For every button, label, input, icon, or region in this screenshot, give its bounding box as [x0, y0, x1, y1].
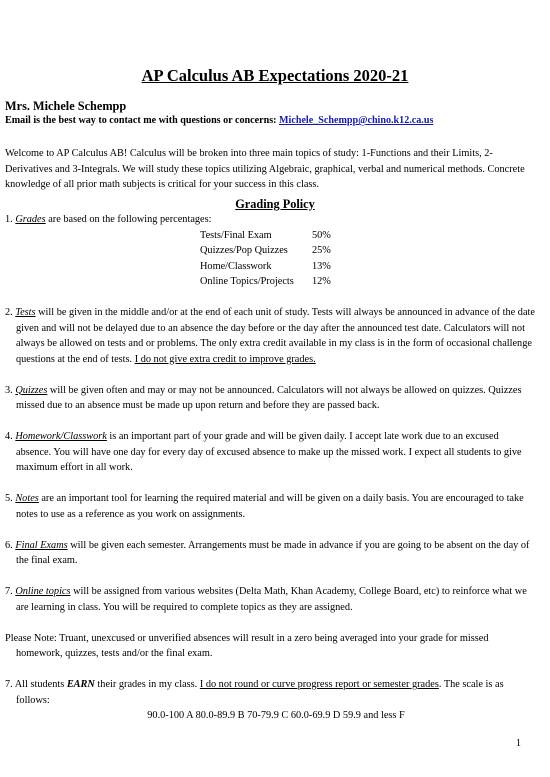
policy-item-notes: 5. Notes are an important tool for learning the required material and will be given on a daily basis. You are encouraged to take notes to use as a reference as you work on assignments.: [5, 493, 524, 520]
keyword-final-exams: Final Exams: [15, 539, 68, 551]
keyword-homework: Homework/Classwork: [15, 431, 107, 442]
table-row: [200, 259, 331, 275]
contact-text: Email is the best way to contact me with questions or concerns:: [5, 115, 280, 126]
weight-percent: 25%: [312, 245, 331, 256]
policy-item-earn: 7. All students EARN their grades in my class. I do not round or curve progress report or semester grades. The scale is as follows:: [5, 679, 504, 706]
weight-category: Tests/Final Exam: [200, 229, 272, 241]
section-heading-grading-policy: Grading Policy: [235, 197, 315, 211]
contact-line: [5, 113, 433, 128]
please-note-paragraph: Please Note: Truant, unexcused or unverified absences will result in a zero being averaged into your grade for missed homework, quizzes, tests and/or the final exam.: [5, 632, 489, 659]
policy-item-tests: 2. Tests will be given in the middle and/or at the end of each unit of study. Tests will always be announced in advance of the date given and will not be delayed due to an absence the day before or the day after the announced test date. Calculators will not always be allowed on tests and or problems. The only extra credit available in my class is in the form of occasional challenge questions at the end of tests. I do not give extra credit to improve grades.: [5, 307, 535, 365]
keyword-notes: Notes: [15, 493, 39, 504]
keyword-online-topics: Online topics: [15, 586, 71, 597]
document-title: AP Calculus AB Expectations 2020-21: [141, 66, 409, 85]
table-row: [200, 243, 331, 259]
keyword-tests: Tests: [15, 307, 36, 318]
weight-percent: 13%: [312, 260, 331, 272]
no-extra-credit-note: I do not give extra credit to improve grades.: [134, 353, 316, 365]
policy-list: [5, 212, 536, 724]
keyword-earn: EARN: [66, 679, 95, 690]
email-link[interactable]: Michele_Schempp@chino.k12.ca.us: [279, 115, 434, 126]
no-rounding-note: I do not round or curve progress report or semester grades: [199, 679, 439, 690]
weight-percent: 50%: [312, 229, 331, 241]
weight-category: Online Topics/Projects: [200, 276, 294, 287]
weight-category: Quizzes/Pop Quizzes: [200, 245, 288, 256]
policy-item-final-exams: 6. Final Exams will be given each semester. Arrangements must be made in advance if you are going to be absent on the day of the final exam.: [5, 539, 530, 566]
welcome-paragraph: Welcome to AP Calculus AB! Calculus will be broken into three main topics of study: 1-Functions and their Limits, 2-Derivatives and 3-Integrals. We will study these topics utilizing Algebraic, graphical, verbal and numerical methods. Concrete knowledge of all prior math subjects is critical for your success in this class.: [5, 148, 525, 190]
grading-scale: 90.0-100 A 80.0-89.9 B 70-79.9 C 60.0-69.9 D 59.9 and less F: [147, 710, 405, 721]
teacher-name: Mrs. Michele Schempp: [5, 99, 127, 113]
keyword-quizzes: Quizzes: [15, 384, 48, 396]
table-row: [200, 228, 331, 244]
weight-percent: 12%: [312, 276, 331, 287]
table-row: [200, 274, 331, 290]
page-number: 1: [515, 738, 521, 749]
policy-item-grades: 1. Grades are based on the following percentages:: [5, 214, 212, 225]
policy-item-online-topics: 7. Online topics will be assigned from various websites (Delta Math, Khan Academy, College Board, etc) to reinforce what we are learning in class. You will be required to complete topics as they are assigned.: [5, 586, 527, 613]
weight-category: Home/Classwork: [200, 260, 272, 272]
policy-item-homework: 4. Homework/Classwork is an important part of your grade and will be given daily. I accept late work due to an excused absence. You will have one day for every day of excused absence to make up the missed work. I expect all students to give maximum effort in all work.: [5, 431, 522, 473]
grade-weights-table: [200, 228, 331, 290]
keyword-grades: Grades: [15, 214, 46, 225]
policy-item-quizzes: 3. Quizzes will be given often and may or may not be announced. Calculators will not always be allowed on quizzes. Quizzes missed due to an absence must be made up upon return and before they are passed back.: [5, 384, 522, 411]
